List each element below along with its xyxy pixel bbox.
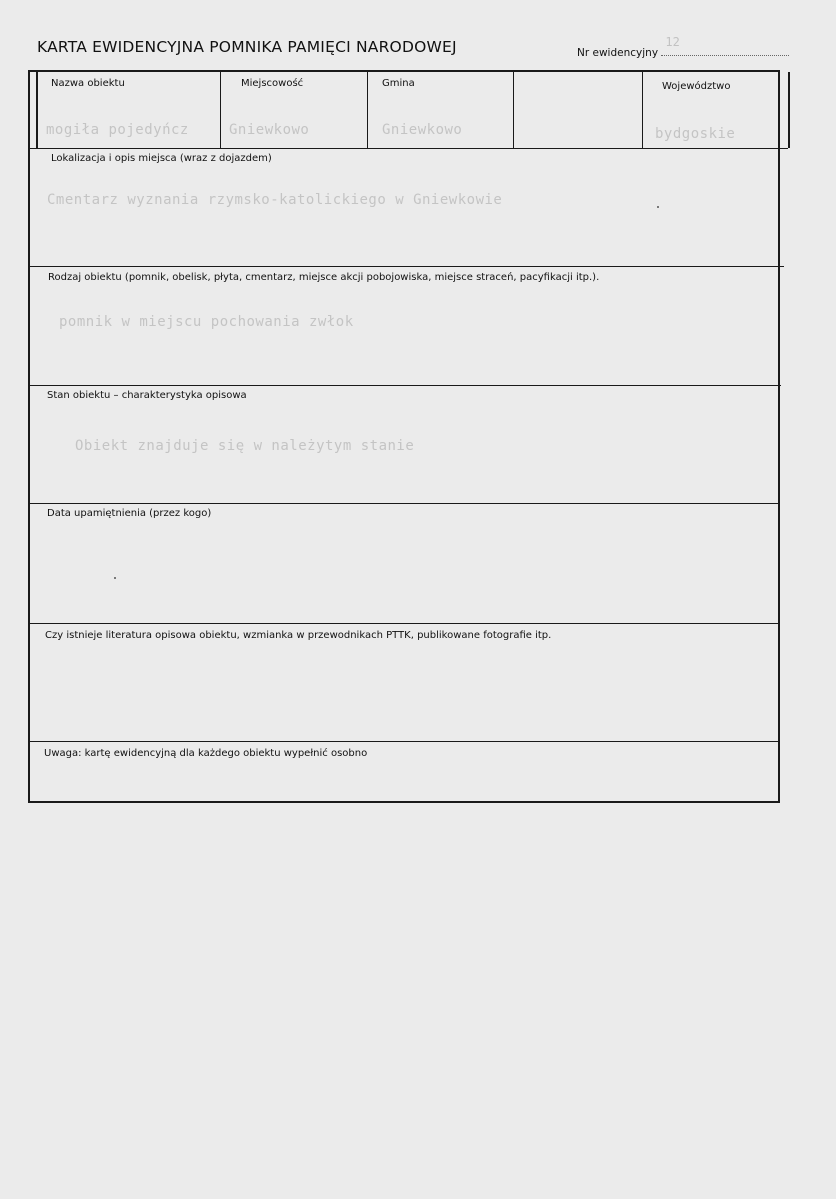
gmina-value: Gniewkowo <box>382 122 463 138</box>
separator-4 <box>30 503 780 504</box>
ink-speck <box>657 206 659 208</box>
registration-number-label: Nr ewidencyjny <box>577 47 659 59</box>
rodzaj-value: pomnik w miejscu pochowania zwłok <box>59 314 354 330</box>
nazwa-label: Nazwa obiektu <box>51 78 125 89</box>
form-frame <box>28 70 780 803</box>
divider-col-3 <box>513 72 514 148</box>
registration-number-value: 12 <box>665 35 680 49</box>
literatura-label: Czy istnieje literatura opisowa obiektu, wzmianka w przewodnikach PTTK, publikowane fotografie itp. <box>45 630 552 641</box>
registration-number <box>577 35 789 59</box>
uwaga-label: Uwaga: kartę ewidencyjną dla każdego obiektu wypełnić osobno <box>44 748 368 759</box>
stan-label: Stan obiektu – charakterystyka opisowa <box>47 390 247 401</box>
page-title: KARTA EWIDENCYJNA POMNIKA PAMIĘCI NARODOWEJ <box>37 38 457 56</box>
gmina-label: Gmina <box>382 78 415 89</box>
divider-col-4 <box>642 72 643 148</box>
wojewodztwo-label: Województwo <box>662 81 731 92</box>
nazwa-value: mogiła pojedyńcz <box>46 122 189 138</box>
lokalizacja-value: Cmentarz wyznania rzymsko-katolickiego w Gniewkowie <box>47 192 503 208</box>
separator-2 <box>30 266 784 267</box>
separator-5 <box>30 623 780 624</box>
frame-top-left-border <box>36 72 38 148</box>
miejscowosc-value: Gniewkowo <box>229 122 310 138</box>
rodzaj-label: Rodzaj obiektu (pomnik, obelisk, płyta, cmentarz, miejsce akcji pobojowiska, miejsce straceń, pacyfikacji itp.). <box>48 272 600 283</box>
miejscowosc-label: Miejscowość <box>241 78 304 89</box>
data-label: Data upamiętnienia (przez kogo) <box>47 508 212 519</box>
separator-1 <box>30 148 788 149</box>
registration-number-field <box>661 35 789 56</box>
divider-col-1 <box>220 72 221 148</box>
separator-6 <box>30 741 780 742</box>
lokalizacja-label: Lokalizacja i opis miejsca (wraz z dojazdem) <box>51 153 272 164</box>
frame-top-right-border <box>788 72 790 148</box>
stan-value: Obiekt znajduje się w należytym stanie <box>75 438 415 454</box>
wojewodztwo-value: bydgoskie <box>655 126 736 142</box>
divider-col-2 <box>367 72 368 148</box>
separator-3 <box>30 385 781 386</box>
ink-speck <box>114 577 116 579</box>
